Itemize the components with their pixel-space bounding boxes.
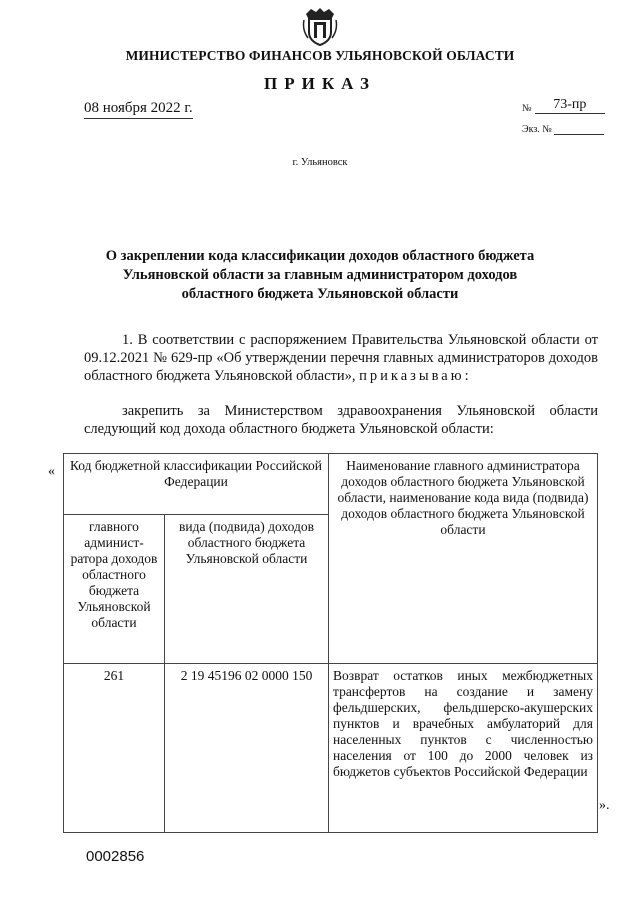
copy-label: Экз. № bbox=[522, 124, 552, 135]
cell-admin-code: 261 bbox=[64, 664, 165, 833]
coat-of-arms-emblem bbox=[302, 6, 338, 46]
number-label: № bbox=[522, 103, 532, 114]
opening-quote: « bbox=[48, 464, 55, 479]
document-title bbox=[100, 247, 540, 304]
title-line: Ульяновской области за главным администратором доходов bbox=[122, 267, 518, 283]
paragraph-2: закрепить за Министерством здравоохранения Ульяновской области следующий код дохода областного бюджета Ульяновской области: bbox=[84, 403, 598, 437]
table-header-row bbox=[64, 454, 598, 515]
paragraph-1-text: 1. В соответствии с распоряжением Правительства Ульяновской области от 09.12.2021 № 629-пр «Об утверждении перечня главных администраторов доходов областного бюджета Ульяновской области», bbox=[84, 332, 598, 384]
city: г. Ульяновск bbox=[292, 157, 348, 168]
table-row bbox=[64, 664, 598, 833]
order-number bbox=[522, 96, 605, 114]
copy-line bbox=[554, 124, 604, 135]
subheader-admin: главного админист- ратора доходов областного бюджета Ульяновской области bbox=[64, 515, 165, 664]
title-line: О закреплении кода классификации доходов областного бюджета bbox=[105, 248, 535, 264]
cell-kind-code: 2 19 45196 02 0000 150 bbox=[165, 664, 329, 833]
closing-quote: ». bbox=[599, 798, 610, 813]
header-code-group: Код бюджетной классификации Российской Федерации bbox=[64, 454, 329, 515]
ministry-name: МИНИСТЕРСТВО ФИНАНСОВ УЛЬЯНОВСКОЙ ОБЛАСТИ bbox=[125, 48, 515, 63]
order-word: приказываю: bbox=[359, 368, 472, 384]
classification-table bbox=[63, 453, 598, 833]
number-value: 73-пр bbox=[535, 97, 605, 114]
serial-number: 0002856 bbox=[86, 848, 145, 865]
subheader-kind: вида (подвида) доходов областного бюджета Ульяновской области bbox=[165, 515, 329, 664]
copy-number bbox=[522, 124, 604, 135]
paragraph-1 bbox=[84, 331, 598, 385]
cell-name: Возврат остатков иных межбюджетных трансфертов на создание и замену фельдшерских, фельдшерско-акушерских пунктов и врачебных амбулаторий для населенных пунктов с численностью населения от 100 до 2000 человек из бюджетов субъектов Российской Федерации bbox=[329, 664, 598, 833]
title-line: областного бюджета Ульяновской области bbox=[181, 286, 459, 302]
document-type: ПРИКАЗ bbox=[264, 74, 376, 93]
header-admin-name: Наименование главного администратора доходов областного бюджета Ульяновской области, наименование кода вида (подвида) доходов областного бюджета Ульяновской области bbox=[329, 454, 598, 664]
order-date: 08 ноября 2022 г. bbox=[84, 100, 193, 119]
